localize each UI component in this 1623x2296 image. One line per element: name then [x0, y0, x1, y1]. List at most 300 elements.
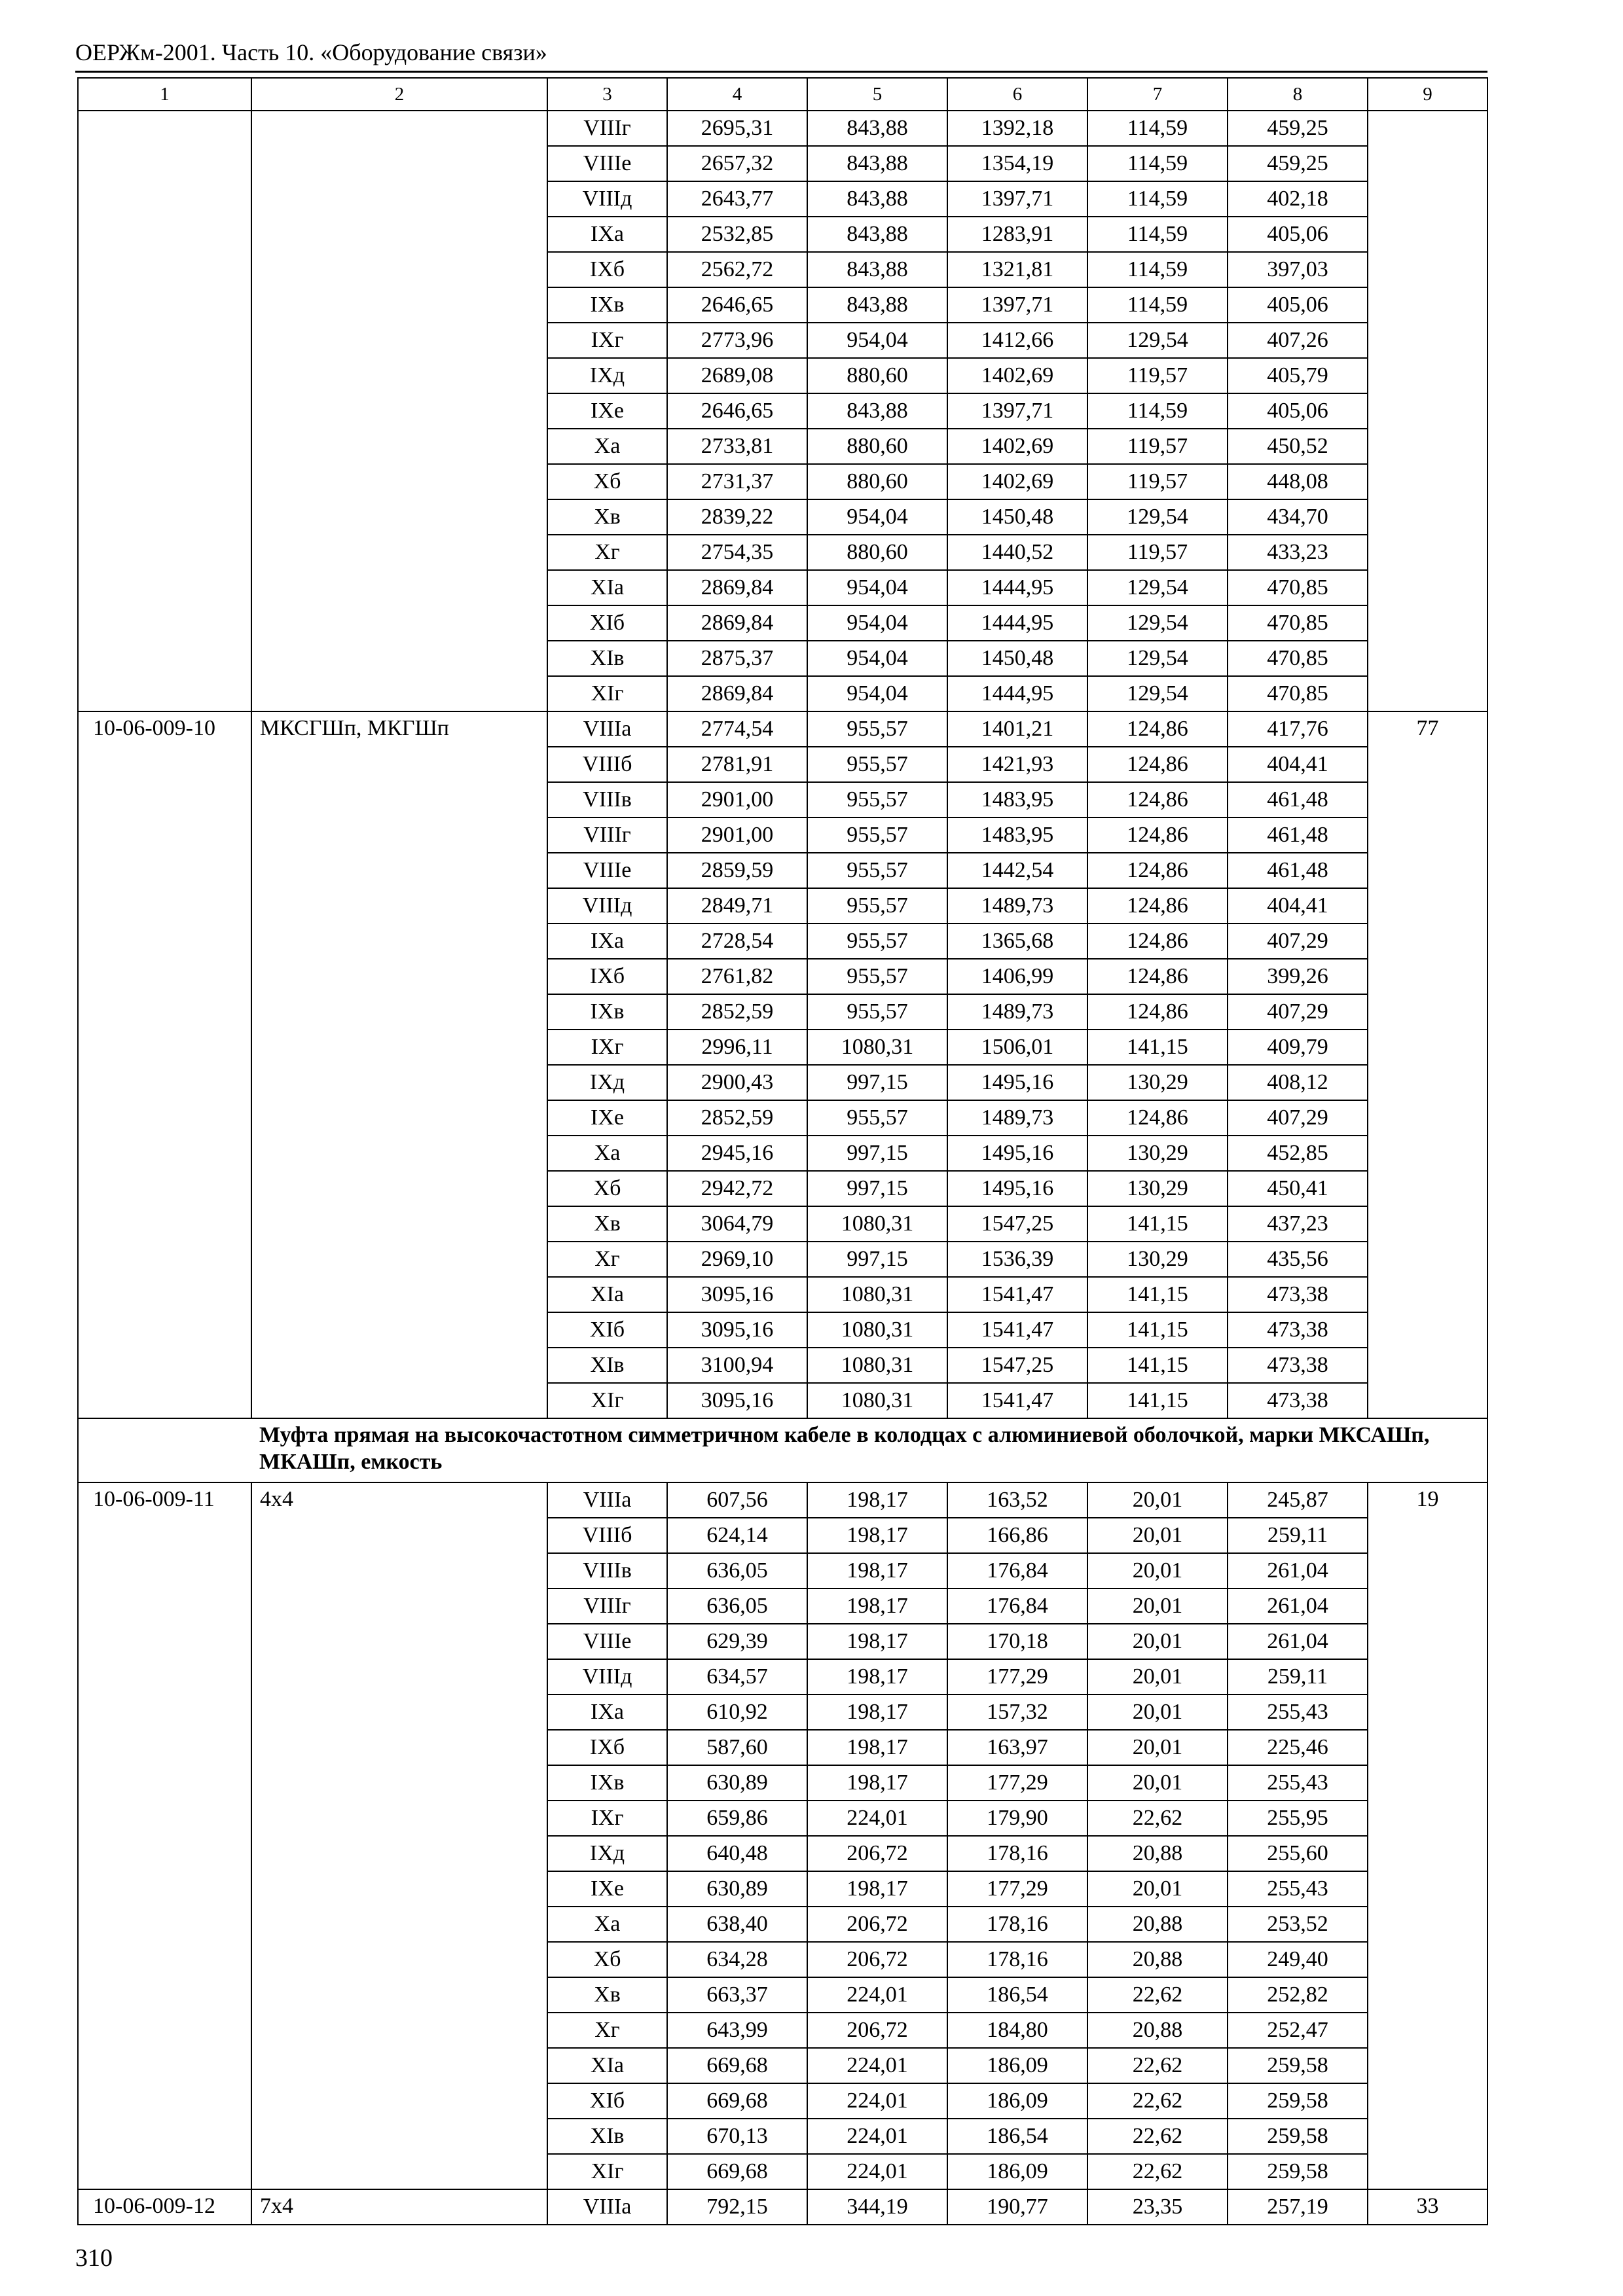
header-rule	[75, 71, 1487, 73]
machines-cell: 1536,39	[947, 1242, 1087, 1277]
materials-cell: 253,52	[1228, 1907, 1368, 1942]
machinists-wages-cell: 22,62	[1087, 2083, 1228, 2119]
materials-cell: 255,43	[1228, 1765, 1368, 1801]
zone-cell: VIIIа	[547, 2189, 667, 2225]
total-cost-cell: 659,86	[667, 1801, 807, 1836]
total-cost-cell: 2969,10	[667, 1242, 807, 1277]
machines-cell: 177,29	[947, 1659, 1087, 1695]
total-cost-cell: 2562,72	[667, 252, 807, 287]
wages-cell: 954,04	[807, 676, 947, 711]
total-cost-cell: 2901,00	[667, 782, 807, 817]
total-cost-cell: 636,05	[667, 1588, 807, 1624]
wages-cell: 198,17	[807, 1518, 947, 1553]
total-cost-cell: 2731,37	[667, 464, 807, 499]
machinists-wages-cell: 129,54	[1087, 323, 1228, 358]
machines-cell: 184,80	[947, 2013, 1087, 2048]
zone-cell: IXа	[547, 217, 667, 252]
machinists-wages-cell: 124,86	[1087, 994, 1228, 1030]
total-cost-cell: 630,89	[667, 1871, 807, 1907]
wages-cell: 954,04	[807, 605, 947, 641]
item-name: МКСГШп, МКГШп	[251, 711, 547, 1418]
machinists-wages-cell: 141,15	[1087, 1348, 1228, 1383]
total-cost-cell: 2945,16	[667, 1136, 807, 1171]
zone-cell: IXв	[547, 1765, 667, 1801]
wages-cell: 955,57	[807, 782, 947, 817]
materials-cell: 434,70	[1228, 499, 1368, 535]
machines-cell: 186,09	[947, 2083, 1087, 2119]
machinists-wages-cell: 20,01	[1087, 1553, 1228, 1588]
total-cost-cell: 663,37	[667, 1977, 807, 2013]
zone-cell: IXг	[547, 323, 667, 358]
machines-cell: 186,54	[947, 1977, 1087, 2013]
zone-cell: VIIIг	[547, 1588, 667, 1624]
machines-cell: 1444,95	[947, 605, 1087, 641]
wages-cell: 224,01	[807, 2083, 947, 2119]
machines-cell: 1354,19	[947, 146, 1087, 181]
zone-cell: IXд	[547, 1836, 667, 1871]
item-name: 4x4	[251, 1482, 547, 2189]
table-row	[78, 2189, 1487, 2225]
machines-cell: 1402,69	[947, 358, 1087, 393]
machines-cell: 186,09	[947, 2154, 1087, 2189]
wages-cell: 1080,31	[807, 1383, 947, 1418]
machines-cell: 1421,93	[947, 747, 1087, 782]
machines-cell: 1541,47	[947, 1383, 1087, 1418]
zone-cell: XIг	[547, 1383, 667, 1418]
machines-cell: 1489,73	[947, 994, 1087, 1030]
item-code: 10-06-009-11	[78, 1482, 251, 2189]
materials-cell: 450,52	[1228, 429, 1368, 464]
machinists-wages-cell: 124,86	[1087, 959, 1228, 994]
total-cost-cell: 610,92	[667, 1695, 807, 1730]
machinists-wages-cell: 23,35	[1087, 2189, 1228, 2225]
wages-cell: 843,88	[807, 217, 947, 252]
machinists-wages-cell: 130,29	[1087, 1171, 1228, 1206]
item-code	[78, 111, 251, 711]
table-row	[78, 111, 1487, 146]
machines-cell: 170,18	[947, 1624, 1087, 1659]
zone-cell: IXв	[547, 994, 667, 1030]
machines-cell: 163,52	[947, 1482, 1087, 1518]
labor-norm-cell: 77	[1368, 711, 1487, 1418]
wages-cell: 1080,31	[807, 1312, 947, 1348]
zone-cell: XIв	[547, 641, 667, 676]
total-cost-cell: 670,13	[667, 2119, 807, 2154]
machines-cell: 1444,95	[947, 676, 1087, 711]
total-cost-cell: 2852,59	[667, 1100, 807, 1136]
machinists-wages-cell: 119,57	[1087, 358, 1228, 393]
zone-cell: Xг	[547, 1242, 667, 1277]
materials-cell: 255,60	[1228, 1836, 1368, 1871]
machinists-wages-cell: 22,62	[1087, 1801, 1228, 1836]
materials-cell: 257,19	[1228, 2189, 1368, 2225]
total-cost-cell: 2852,59	[667, 994, 807, 1030]
materials-cell: 435,56	[1228, 1242, 1368, 1277]
machines-cell: 1397,71	[947, 393, 1087, 429]
machinists-wages-cell: 129,54	[1087, 641, 1228, 676]
table-row	[78, 711, 1487, 747]
materials-cell: 470,85	[1228, 570, 1368, 605]
machines-cell: 1402,69	[947, 429, 1087, 464]
zone-cell: IXв	[547, 287, 667, 323]
materials-cell: 450,41	[1228, 1171, 1368, 1206]
column-number: 9	[1368, 78, 1487, 111]
machines-cell: 1392,18	[947, 111, 1087, 146]
machinists-wages-cell: 119,57	[1087, 464, 1228, 499]
wages-cell: 997,15	[807, 1171, 947, 1206]
total-cost-cell: 2695,31	[667, 111, 807, 146]
machines-cell: 1483,95	[947, 782, 1087, 817]
zone-cell: VIIIд	[547, 1659, 667, 1695]
total-cost-cell: 669,68	[667, 2048, 807, 2083]
materials-cell: 261,04	[1228, 1624, 1368, 1659]
wages-cell: 198,17	[807, 1730, 947, 1765]
machines-cell: 1412,66	[947, 323, 1087, 358]
materials-cell: 448,08	[1228, 464, 1368, 499]
zone-cell: VIIIа	[547, 711, 667, 747]
machinists-wages-cell: 130,29	[1087, 1065, 1228, 1100]
total-cost-cell: 2774,54	[667, 711, 807, 747]
total-cost-cell: 3095,16	[667, 1383, 807, 1418]
zone-cell: VIIIб	[547, 747, 667, 782]
total-cost-cell: 792,15	[667, 2189, 807, 2225]
machines-cell: 1406,99	[947, 959, 1087, 994]
table-row	[78, 1482, 1487, 1518]
machines-cell: 1440,52	[947, 535, 1087, 570]
wages-cell: 224,01	[807, 2119, 947, 2154]
materials-cell: 259,58	[1228, 2119, 1368, 2154]
machines-cell: 1442,54	[947, 853, 1087, 888]
materials-cell: 407,29	[1228, 1100, 1368, 1136]
wages-cell: 880,60	[807, 535, 947, 570]
machines-cell: 1444,95	[947, 570, 1087, 605]
machines-cell: 177,29	[947, 1871, 1087, 1907]
machines-cell: 178,16	[947, 1836, 1087, 1871]
zone-cell: XIб	[547, 605, 667, 641]
total-cost-cell: 669,68	[667, 2154, 807, 2189]
materials-cell: 473,38	[1228, 1348, 1368, 1383]
materials-cell: 255,43	[1228, 1871, 1368, 1907]
machines-cell: 1547,25	[947, 1206, 1087, 1242]
zone-cell: IXа	[547, 1695, 667, 1730]
wages-cell: 955,57	[807, 959, 947, 994]
machinists-wages-cell: 20,88	[1087, 1942, 1228, 1977]
machinists-wages-cell: 129,54	[1087, 676, 1228, 711]
machines-cell: 1283,91	[947, 217, 1087, 252]
machinists-wages-cell: 129,54	[1087, 570, 1228, 605]
total-cost-cell: 643,99	[667, 2013, 807, 2048]
machinists-wages-cell: 119,57	[1087, 535, 1228, 570]
machinists-wages-cell: 124,86	[1087, 924, 1228, 959]
materials-cell: 459,25	[1228, 111, 1368, 146]
wages-cell: 224,01	[807, 2154, 947, 2189]
wages-cell: 198,17	[807, 1588, 947, 1624]
total-cost-cell: 629,39	[667, 1624, 807, 1659]
machines-cell: 178,16	[947, 1942, 1087, 1977]
machinists-wages-cell: 141,15	[1087, 1030, 1228, 1065]
machinists-wages-cell: 114,59	[1087, 181, 1228, 217]
zone-cell: Xв	[547, 1977, 667, 2013]
machinists-wages-cell: 20,88	[1087, 1836, 1228, 1871]
materials-cell: 470,85	[1228, 641, 1368, 676]
machinists-wages-cell: 114,59	[1087, 146, 1228, 181]
materials-cell: 261,04	[1228, 1588, 1368, 1624]
machines-cell: 1495,16	[947, 1171, 1087, 1206]
total-cost-cell: 638,40	[667, 1907, 807, 1942]
machines-cell: 1495,16	[947, 1136, 1087, 1171]
wages-cell: 206,72	[807, 1907, 947, 1942]
wages-cell: 1080,31	[807, 1206, 947, 1242]
total-cost-cell: 2875,37	[667, 641, 807, 676]
zone-cell: VIIIг	[547, 817, 667, 853]
total-cost-cell: 636,05	[667, 1553, 807, 1588]
machines-cell: 177,29	[947, 1765, 1087, 1801]
total-cost-cell: 2646,65	[667, 393, 807, 429]
wages-cell: 955,57	[807, 994, 947, 1030]
total-cost-cell: 2761,82	[667, 959, 807, 994]
machinists-wages-cell: 124,86	[1087, 711, 1228, 747]
machinists-wages-cell: 141,15	[1087, 1312, 1228, 1348]
zone-cell: IXд	[547, 1065, 667, 1100]
labor-norm-cell	[1368, 111, 1487, 711]
machinists-wages-cell: 124,86	[1087, 888, 1228, 924]
machinists-wages-cell: 20,01	[1087, 1518, 1228, 1553]
materials-cell: 404,41	[1228, 747, 1368, 782]
machinists-wages-cell: 124,86	[1087, 747, 1228, 782]
machines-cell: 1450,48	[947, 641, 1087, 676]
wages-cell: 955,57	[807, 817, 947, 853]
materials-cell: 252,82	[1228, 1977, 1368, 2013]
total-cost-cell: 2996,11	[667, 1030, 807, 1065]
machines-cell: 1495,16	[947, 1065, 1087, 1100]
wages-cell: 955,57	[807, 747, 947, 782]
column-number: 5	[807, 78, 947, 111]
machinists-wages-cell: 119,57	[1087, 429, 1228, 464]
wages-cell: 843,88	[807, 111, 947, 146]
wages-cell: 1080,31	[807, 1277, 947, 1312]
total-cost-cell: 2646,65	[667, 287, 807, 323]
total-cost-cell: 587,60	[667, 1730, 807, 1765]
wages-cell: 198,17	[807, 1482, 947, 1518]
materials-cell: 259,58	[1228, 2083, 1368, 2119]
materials-cell: 473,38	[1228, 1277, 1368, 1312]
column-number: 4	[667, 78, 807, 111]
wages-cell: 843,88	[807, 393, 947, 429]
zone-cell: VIIIе	[547, 1624, 667, 1659]
machines-cell: 176,84	[947, 1588, 1087, 1624]
materials-cell: 409,79	[1228, 1030, 1368, 1065]
wages-cell: 997,15	[807, 1136, 947, 1171]
materials-cell: 473,38	[1228, 1312, 1368, 1348]
materials-cell: 399,26	[1228, 959, 1368, 994]
column-number: 3	[547, 78, 667, 111]
total-cost-cell: 630,89	[667, 1765, 807, 1801]
zone-cell: IXб	[547, 252, 667, 287]
machines-cell: 1489,73	[947, 888, 1087, 924]
materials-cell: 259,58	[1228, 2048, 1368, 2083]
wages-cell: 955,57	[807, 711, 947, 747]
wages-cell: 206,72	[807, 1836, 947, 1871]
materials-cell: 259,11	[1228, 1518, 1368, 1553]
machinists-wages-cell: 124,86	[1087, 817, 1228, 853]
wages-cell: 954,04	[807, 499, 947, 535]
zone-cell: IXг	[547, 1030, 667, 1065]
total-cost-cell: 2643,77	[667, 181, 807, 217]
machines-cell: 1541,47	[947, 1277, 1087, 1312]
materials-cell: 405,06	[1228, 217, 1368, 252]
materials-cell: 404,41	[1228, 888, 1368, 924]
machines-cell: 1450,48	[947, 499, 1087, 535]
total-cost-cell: 3064,79	[667, 1206, 807, 1242]
materials-cell: 473,38	[1228, 1383, 1368, 1418]
wages-cell: 997,15	[807, 1065, 947, 1100]
wages-cell: 954,04	[807, 570, 947, 605]
materials-cell: 259,58	[1228, 2154, 1368, 2189]
zone-cell: IXа	[547, 924, 667, 959]
zone-cell: XIв	[547, 1348, 667, 1383]
zone-cell: VIIIв	[547, 1553, 667, 1588]
zone-cell: XIг	[547, 676, 667, 711]
total-cost-cell: 2869,84	[667, 570, 807, 605]
wages-cell: 955,57	[807, 924, 947, 959]
machines-cell: 178,16	[947, 1907, 1087, 1942]
wages-cell: 843,88	[807, 181, 947, 217]
machines-cell: 1321,81	[947, 252, 1087, 287]
machines-cell: 1483,95	[947, 817, 1087, 853]
materials-cell: 407,26	[1228, 323, 1368, 358]
zone-cell: Xб	[547, 1171, 667, 1206]
total-cost-cell: 2869,84	[667, 605, 807, 641]
rates-table	[77, 77, 1488, 2225]
materials-cell: 225,46	[1228, 1730, 1368, 1765]
column-number: 8	[1228, 78, 1368, 111]
zone-cell: IXе	[547, 393, 667, 429]
machinists-wages-cell: 114,59	[1087, 393, 1228, 429]
materials-cell: 452,85	[1228, 1136, 1368, 1171]
machinists-wages-cell: 20,88	[1087, 2013, 1228, 2048]
materials-cell: 259,11	[1228, 1659, 1368, 1695]
machines-cell: 163,97	[947, 1730, 1087, 1765]
materials-cell: 245,87	[1228, 1482, 1368, 1518]
wages-cell: 955,57	[807, 853, 947, 888]
total-cost-cell: 3095,16	[667, 1312, 807, 1348]
machinists-wages-cell: 124,86	[1087, 1100, 1228, 1136]
wages-cell: 224,01	[807, 1977, 947, 2013]
zone-cell: IXд	[547, 358, 667, 393]
wages-cell: 1080,31	[807, 1030, 947, 1065]
materials-cell: 405,06	[1228, 393, 1368, 429]
zone-cell: XIв	[547, 2119, 667, 2154]
zone-cell: Xг	[547, 535, 667, 570]
machines-cell: 1541,47	[947, 1312, 1087, 1348]
machinists-wages-cell: 22,62	[1087, 2154, 1228, 2189]
total-cost-cell: 2657,32	[667, 146, 807, 181]
wages-cell: 224,01	[807, 1801, 947, 1836]
wages-cell: 1080,31	[807, 1348, 947, 1383]
wages-cell: 954,04	[807, 641, 947, 676]
wages-cell: 344,19	[807, 2189, 947, 2225]
table-body	[78, 78, 1487, 2225]
zone-cell: XIг	[547, 2154, 667, 2189]
total-cost-cell: 2773,96	[667, 323, 807, 358]
materials-cell: 461,48	[1228, 817, 1368, 853]
machinists-wages-cell: 114,59	[1087, 217, 1228, 252]
wages-cell: 880,60	[807, 464, 947, 499]
machinists-wages-cell: 124,86	[1087, 782, 1228, 817]
materials-cell: 249,40	[1228, 1942, 1368, 1977]
item-name: 7x4	[251, 2189, 547, 2225]
zone-cell: Xв	[547, 499, 667, 535]
machines-cell: 1402,69	[947, 464, 1087, 499]
machinists-wages-cell: 124,86	[1087, 853, 1228, 888]
column-number: 1	[78, 78, 251, 111]
zone-cell: XIб	[547, 2083, 667, 2119]
zone-cell: VIIIе	[547, 853, 667, 888]
materials-cell: 405,06	[1228, 287, 1368, 323]
machines-cell: 1547,25	[947, 1348, 1087, 1383]
labor-norm-cell: 19	[1368, 1482, 1487, 2189]
materials-cell: 255,95	[1228, 1801, 1368, 1836]
machinists-wages-cell: 20,88	[1087, 1907, 1228, 1942]
total-cost-cell: 607,56	[667, 1482, 807, 1518]
wages-cell: 954,04	[807, 323, 947, 358]
wages-cell: 843,88	[807, 252, 947, 287]
page-header: ОЕРЖм-2001. Часть 10. «Оборудование связи»	[75, 39, 547, 65]
machinists-wages-cell: 20,01	[1087, 1695, 1228, 1730]
zone-cell: IXб	[547, 1730, 667, 1765]
zone-cell: VIIIб	[547, 1518, 667, 1553]
wages-cell: 198,17	[807, 1695, 947, 1730]
zone-cell: Xа	[547, 1907, 667, 1942]
wages-cell: 843,88	[807, 146, 947, 181]
wages-cell: 198,17	[807, 1624, 947, 1659]
materials-cell: 461,48	[1228, 782, 1368, 817]
materials-cell: 407,29	[1228, 924, 1368, 959]
zone-cell: VIIIд	[547, 888, 667, 924]
zone-cell: IXе	[547, 1871, 667, 1907]
total-cost-cell: 2532,85	[667, 217, 807, 252]
zone-cell: Xб	[547, 464, 667, 499]
zone-cell: VIIIд	[547, 181, 667, 217]
wages-cell: 198,17	[807, 1765, 947, 1801]
column-number-row	[78, 78, 1487, 111]
section-row	[78, 1418, 1487, 1482]
wages-cell: 206,72	[807, 1942, 947, 1977]
zone-cell: IXг	[547, 1801, 667, 1836]
materials-cell: 437,23	[1228, 1206, 1368, 1242]
machinists-wages-cell: 20,01	[1087, 1588, 1228, 1624]
labor-norm-cell: 33	[1368, 2189, 1487, 2225]
wages-cell: 224,01	[807, 2048, 947, 2083]
machinists-wages-cell: 114,59	[1087, 111, 1228, 146]
wages-cell: 198,17	[807, 1871, 947, 1907]
wages-cell: 198,17	[807, 1659, 947, 1695]
zone-cell: IXе	[547, 1100, 667, 1136]
wages-cell: 206,72	[807, 2013, 947, 2048]
total-cost-cell: 2900,43	[667, 1065, 807, 1100]
machines-cell: 1397,71	[947, 181, 1087, 217]
materials-cell: 470,85	[1228, 676, 1368, 711]
machines-cell: 190,77	[947, 2189, 1087, 2225]
zone-cell: XIа	[547, 1277, 667, 1312]
zone-cell: VIIIг	[547, 111, 667, 146]
machines-cell: 176,84	[947, 1553, 1087, 1588]
materials-cell: 252,47	[1228, 2013, 1368, 2048]
machines-cell: 1397,71	[947, 287, 1087, 323]
materials-cell: 405,79	[1228, 358, 1368, 393]
machinists-wages-cell: 130,29	[1087, 1242, 1228, 1277]
total-cost-cell: 2849,71	[667, 888, 807, 924]
